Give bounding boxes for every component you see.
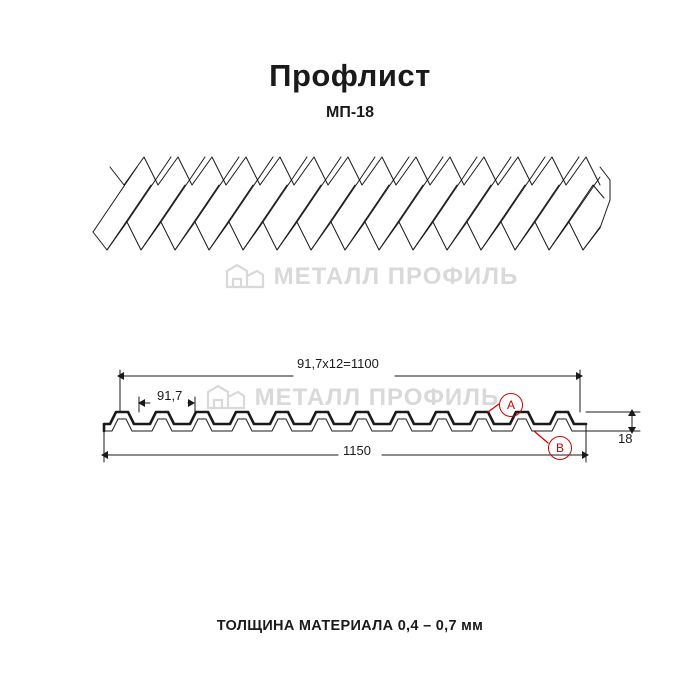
dimension-label-height: 18 [618, 431, 633, 446]
callout-b: B [548, 436, 572, 460]
watermark-logo-icon [205, 383, 247, 411]
material-thickness-note: ТОЛЩИНА МАТЕРИАЛА 0,4 – 0,7 мм [216, 618, 484, 634]
watermark-bottom [205, 377, 499, 412]
dimension-label-pitch: 91,7 [157, 388, 183, 403]
product-model: МП-18 [326, 104, 374, 121]
dimension-label-overall-top: 91,7х12=1100 [297, 356, 379, 371]
watermark-text: МЕТАЛЛ ПРОФИЛЬ [273, 263, 519, 290]
watermark-top [224, 256, 518, 291]
watermark-text: МЕТАЛЛ ПРОФИЛЬ [254, 384, 500, 411]
callout-a: A [499, 393, 523, 417]
watermark-logo-icon [224, 262, 266, 290]
page-title: Профлист [269, 58, 431, 93]
dimension-label-overall-bottom: 1150 [343, 443, 371, 458]
